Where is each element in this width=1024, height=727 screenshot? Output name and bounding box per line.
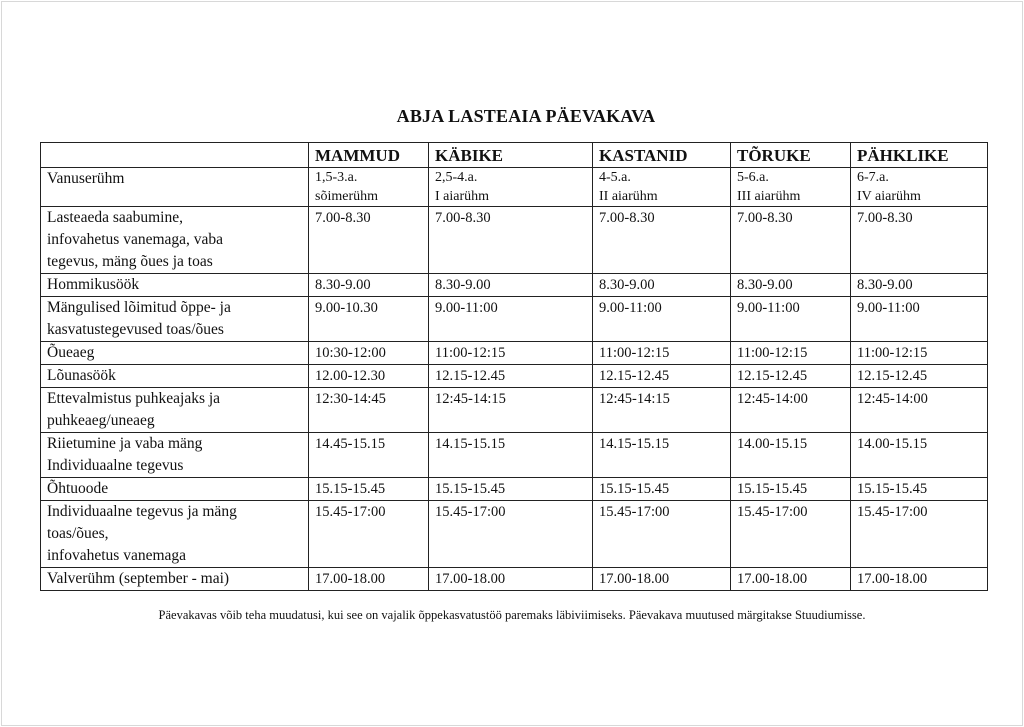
time-cell: 8.30-9.00 <box>593 274 731 297</box>
schedule-row <box>41 501 988 568</box>
activity-line: tegevus, mäng õues ja toas <box>47 253 213 270</box>
group-header-mammud: MAMMUD <box>309 143 429 168</box>
time-cell: 15.15-15.45 <box>851 478 988 501</box>
time-cell: 11:00-12:15 <box>851 342 988 365</box>
time-cell: 10:30-12:00 <box>309 342 429 365</box>
activity-line: Õhtuoode <box>47 480 109 497</box>
age-cell <box>731 168 851 207</box>
time-cell: 17.00-18.00 <box>593 568 731 591</box>
activity-line: toas/õues, <box>47 525 109 542</box>
time-cell: 8.30-9.00 <box>731 274 851 297</box>
age-cell <box>593 168 731 207</box>
group-header-toruke: TÕRUKE <box>731 143 851 168</box>
time-cell: 14.00-15.15 <box>731 433 851 478</box>
activity-cell <box>41 501 309 568</box>
time-cell: 11:00-12:15 <box>429 342 593 365</box>
time-cell: 7.00-8.30 <box>851 207 988 274</box>
activity-line: Lõunasöök <box>47 367 116 384</box>
document-title: ABJA LASTEAIA PÄEVAKAVA <box>396 106 656 126</box>
time-cell: 12.15-12.45 <box>429 365 593 388</box>
activity-line: Riietumine ja vaba mäng <box>47 435 203 452</box>
time-cell: 15.45-17:00 <box>309 501 429 568</box>
time-cell: 12.15-12.45 <box>731 365 851 388</box>
time-cell: 12:45-14:00 <box>851 388 988 433</box>
time-cell: 15.45-17:00 <box>851 501 988 568</box>
time-cell: 12:30-14:45 <box>309 388 429 433</box>
time-cell: 11:00-12:15 <box>593 342 731 365</box>
activity-cell <box>41 274 309 297</box>
schedule-row <box>41 297 988 342</box>
age-cell <box>851 168 988 207</box>
time-cell: 12:45-14:15 <box>593 388 731 433</box>
schedule-row <box>41 342 988 365</box>
activity-line: kasvatustegevused toas/õues <box>47 321 224 338</box>
activity-line: Hommikusöök <box>47 276 140 293</box>
time-cell: 15.45-17:00 <box>429 501 593 568</box>
schedule-row <box>41 568 988 591</box>
activity-cell <box>41 297 309 342</box>
activity-cell <box>41 342 309 365</box>
activity-cell <box>41 365 309 388</box>
activity-cell <box>41 433 309 478</box>
schedule-table <box>40 142 988 591</box>
schedule-row <box>41 478 988 501</box>
age-group-type: sõimerühm <box>315 189 378 204</box>
schedule-row <box>41 274 988 297</box>
group-header-kabike: KÄBIKE <box>429 143 593 168</box>
age-group-type: III aiarühm <box>737 189 801 204</box>
age-years: 2,5-4.a. <box>435 170 478 185</box>
time-cell: 8.30-9.00 <box>309 274 429 297</box>
time-cell: 7.00-8.30 <box>731 207 851 274</box>
time-cell: 17.00-18.00 <box>309 568 429 591</box>
age-group-label: Vanuserühm <box>41 168 309 207</box>
time-cell: 14.45-15.15 <box>309 433 429 478</box>
time-cell: 8.30-9.00 <box>429 274 593 297</box>
schedule-row <box>41 388 988 433</box>
time-cell: 9.00-11:00 <box>851 297 988 342</box>
time-cell: 7.00-8.30 <box>429 207 593 274</box>
time-cell: 8.30-9.00 <box>851 274 988 297</box>
time-cell: 9.00-10.30 <box>309 297 429 342</box>
age-group-type: I aiarühm <box>435 189 490 204</box>
group-header-pahklike: PÄHKLIKE <box>851 143 988 168</box>
activity-line: Lasteaeda saabumine, <box>47 209 183 226</box>
activity-line: infovahetus vanemaga <box>47 547 187 564</box>
activity-line: Ettevalmistus puhkeajaks ja <box>47 390 221 407</box>
schedule-row <box>41 433 988 478</box>
time-cell: 17.00-18.00 <box>851 568 988 591</box>
time-cell: 17.00-18.00 <box>429 568 593 591</box>
activity-line: Individuaalne tegevus <box>47 457 184 474</box>
activity-line: Valverühm (september - mai) <box>47 570 230 587</box>
schedule-row <box>41 365 988 388</box>
activity-line: Õueaeg <box>47 344 95 361</box>
time-cell: 15.15-15.45 <box>593 478 731 501</box>
age-group-row <box>41 168 988 207</box>
time-cell: 7.00-8.30 <box>593 207 731 274</box>
time-cell: 12.00-12.30 <box>309 365 429 388</box>
age-years: 6-7.a. <box>857 170 889 185</box>
time-cell: 7.00-8.30 <box>309 207 429 274</box>
activity-line: Individuaalne tegevus ja mäng <box>47 503 237 520</box>
time-cell: 12.15-12.45 <box>851 365 988 388</box>
time-cell: 15.45-17:00 <box>731 501 851 568</box>
activity-cell <box>41 478 309 501</box>
time-cell: 12.15-12.45 <box>593 365 731 388</box>
corner-cell <box>41 143 309 168</box>
age-cell <box>309 168 429 207</box>
time-cell: 14.15-15.15 <box>593 433 731 478</box>
schedule-row <box>41 207 988 274</box>
time-cell: 15.15-15.45 <box>731 478 851 501</box>
age-group-type: II aiarühm <box>599 189 658 204</box>
activity-cell <box>41 388 309 433</box>
time-cell: 15.45-17:00 <box>593 501 731 568</box>
time-cell: 14.15-15.15 <box>429 433 593 478</box>
activity-line: Mängulised lõimitud õppe- ja <box>47 299 231 316</box>
time-cell: 12:45-14:00 <box>731 388 851 433</box>
age-cell <box>429 168 593 207</box>
age-years: 5-6.a. <box>737 170 769 185</box>
group-header-kastanid: KASTANID <box>593 143 731 168</box>
time-cell: 12:45-14:15 <box>429 388 593 433</box>
time-cell: 14.00-15.15 <box>851 433 988 478</box>
group-header-row <box>41 143 988 168</box>
footnote: Päevakavas võib teha muudatusi, kui see on vajalik õppekasvatustöö paremaks läbiviimiseks. Päevakava muutused märgitakse Stuudiumisse. <box>158 608 866 622</box>
activity-line: infovahetus vanemaga, vaba <box>47 231 224 248</box>
age-years: 1,5-3.a. <box>315 170 358 185</box>
activity-cell <box>41 207 309 274</box>
time-cell: 11:00-12:15 <box>731 342 851 365</box>
age-group-type: IV aiarühm <box>857 189 921 204</box>
activity-cell <box>41 568 309 591</box>
time-cell: 9.00-11:00 <box>593 297 731 342</box>
time-cell: 15.15-15.45 <box>309 478 429 501</box>
activity-line: puhkeaeg/uneaeg <box>47 412 155 429</box>
age-years: 4-5.a. <box>599 170 631 185</box>
time-cell: 9.00-11:00 <box>731 297 851 342</box>
time-cell: 17.00-18.00 <box>731 568 851 591</box>
time-cell: 15.15-15.45 <box>429 478 593 501</box>
time-cell: 9.00-11:00 <box>429 297 593 342</box>
